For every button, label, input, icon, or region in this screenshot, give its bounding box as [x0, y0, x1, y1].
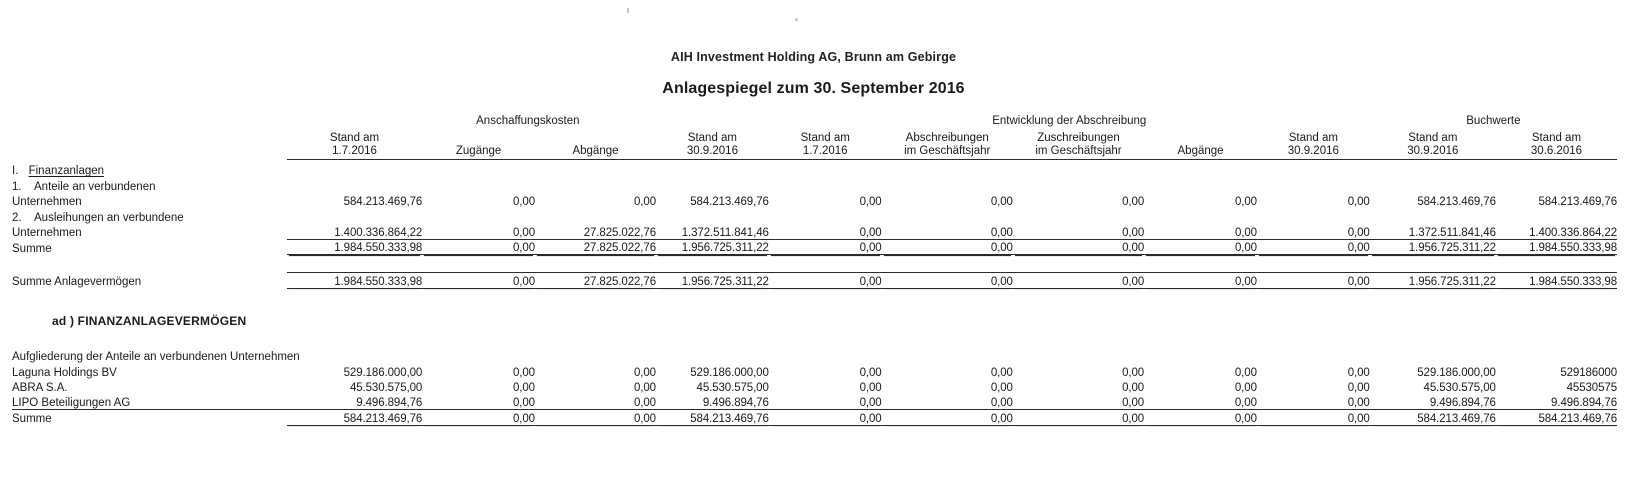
col-head-abs-abgaenge: Abgänge [1144, 127, 1257, 159]
cell-value: 0,00 [882, 224, 1013, 240]
cell-value: 27.825.022,76 [535, 239, 656, 255]
cell-value: 584.213.469,76 [690, 196, 769, 208]
column-group-header-row [12, 110, 1617, 127]
cell-value: 0,00 [1013, 273, 1144, 289]
cell-value: 0,00 [882, 239, 1013, 255]
cell-value: 27.825.022,76 [535, 224, 656, 240]
scan-speck [795, 18, 798, 21]
cell-value: 0,00 [1013, 394, 1144, 410]
cell-value: 45530575 [1566, 382, 1617, 394]
cell-value: 0,00 [769, 224, 882, 240]
col-head-abs-stand-1-7: Stand am 1.7.2016 [769, 127, 882, 159]
cell-value: 0,00 [769, 394, 882, 410]
cell-value: 45.530.575,00 [1423, 382, 1496, 394]
cell-value: 0,00 [1122, 366, 1145, 379]
cell-value: 0,00 [882, 394, 1013, 410]
col-head-ak-zugaenge: Zugänge [422, 127, 535, 159]
cell-value: 0,00 [1257, 273, 1370, 289]
table-row [12, 193, 1617, 209]
table-row [12, 208, 1617, 224]
section-heading-finanzanlagen: I. Finanzanlagen [12, 165, 105, 177]
item-2-label-line2: Unternehmen [12, 227, 82, 239]
cell-value: 584.213.469,76 [1496, 410, 1617, 426]
spacer-row [12, 255, 1617, 273]
cell-value: 1.956.725.311,22 [1370, 273, 1496, 289]
cell-value: 9.496.894,76 [1496, 394, 1617, 410]
cell-value: 0,00 [990, 196, 1013, 208]
cell-value: 1.400.336.864,22 [1496, 224, 1617, 240]
cell-value: 0,00 [1234, 366, 1257, 379]
col-head-ak-stand-30-9: Stand am 30.9.2016 [656, 127, 769, 159]
cell-value: 0,00 [859, 366, 882, 379]
detail-subheading: Aufgliederung der Anteile an verbundenen Unternehmen [12, 351, 300, 363]
cell-value: 584.213.469,76 [343, 196, 423, 208]
cell-value: 0,00 [859, 196, 882, 208]
scan-speck [627, 8, 629, 13]
cell-value: 0,00 [1347, 366, 1370, 379]
col-head-bw-stand-30-9: Stand am 30.9.2016 [1370, 127, 1496, 159]
detail-total-label: Summe [12, 413, 52, 425]
cell-value: 0,00 [882, 273, 1013, 289]
cell-value: 1.984.550.333,98 [1496, 273, 1617, 289]
cell-value: 0,00 [1257, 239, 1370, 255]
table-row [12, 379, 1617, 395]
detail-section-heading: ad ) FINANZANLAGEVERMÖGEN [52, 314, 247, 328]
cell-value: 0,00 [1347, 196, 1370, 208]
cell-value: 0,00 [1144, 224, 1257, 240]
table-row [12, 224, 1617, 240]
cell-value: 0,00 [422, 239, 535, 255]
cell-value: 9.496.894,76 [1370, 394, 1496, 410]
group-abschreibung: Entwicklung der Abschreibung [992, 115, 1147, 127]
section-heading-label: Finanzanlagen [28, 165, 105, 177]
cell-value: 1.956.725.311,22 [1370, 239, 1496, 255]
cell-value: 0,00 [422, 410, 535, 426]
cell-value: 1.372.511.841,46 [656, 224, 769, 240]
cell-value: 1.400.336.864,22 [287, 224, 422, 240]
cell-value: 0,00 [1122, 196, 1145, 208]
item-1-label-line1: 1. Anteile an verbundenen [12, 180, 156, 193]
grand-total-row [12, 273, 1617, 289]
cell-value: 529186000 [1560, 366, 1617, 379]
col-head-ak-abgaenge: Abgänge [535, 127, 656, 159]
cell-value: 0,00 [1234, 382, 1257, 394]
table-row [12, 363, 1617, 379]
cell-value: 0,00 [1347, 382, 1370, 394]
cell-value: 529.186.000,00 [343, 366, 423, 379]
cell-value: 584.213.469,76 [1538, 196, 1617, 208]
cell-value: 0,00 [882, 410, 1013, 426]
cell-value: 0,00 [1144, 410, 1257, 426]
cell-value: 0,00 [513, 382, 535, 394]
detail-total-row [12, 410, 1617, 426]
cell-value: 584.213.469,76 [1417, 196, 1496, 208]
cell-value: 1.956.725.311,22 [656, 239, 769, 255]
cell-value: 0,00 [634, 382, 656, 394]
section-heading-row [12, 159, 1617, 177]
main-asset-table [12, 110, 1617, 289]
col-head-abs-stand-30-9: Stand am 30.9.2016 [1257, 127, 1370, 159]
company-line: AIH Investment Holding AG, Brunn am Gebirge [670, 50, 957, 64]
subtotal-label: Summe [12, 242, 52, 255]
table-row [12, 177, 1617, 193]
table-row [12, 394, 1617, 410]
cell-value: 0,00 [769, 273, 882, 289]
cell-value: 9.496.894,76 [287, 394, 422, 410]
cell-value: 0,00 [535, 410, 656, 426]
cell-value: 0,00 [769, 239, 882, 255]
detail-row-label: ABRA S.A. [12, 382, 68, 394]
item-2-label-line1: 2. Ausleihungen an verbundene [12, 211, 184, 224]
cell-value: 0,00 [990, 366, 1013, 379]
col-head-bw-stand-30-6: Stand am 30.6.2016 [1496, 127, 1617, 159]
cell-value: 584.213.469,76 [656, 410, 769, 426]
cell-value: 0,00 [1234, 196, 1257, 208]
cell-value: 0,00 [1257, 410, 1370, 426]
cell-value: 0,00 [513, 366, 535, 379]
cell-value: 0,00 [513, 196, 535, 208]
cell-value: 0,00 [535, 394, 656, 410]
cell-value: 0,00 [1144, 239, 1257, 255]
cell-value: 0,00 [1122, 382, 1145, 394]
cell-value: 0,00 [769, 410, 882, 426]
cell-value: 0,00 [422, 394, 535, 410]
cell-value: 27.825.022,76 [535, 273, 656, 289]
cell-value: 1.984.550.333,98 [1496, 239, 1617, 255]
subtotal-row [12, 239, 1617, 255]
detail-breakdown-table [12, 344, 1617, 426]
cell-value: 1.984.550.333,98 [287, 273, 422, 289]
page-title: Anlagespiegel zum 30. September 2016 [662, 80, 965, 97]
cell-value: 9.496.894,76 [656, 394, 769, 410]
col-head-zuschreibungen: Zuschreibungen im Geschäftsjahr [1013, 127, 1144, 159]
col-head-abschreibungen: Abschreibungen im Geschäftsjahr [882, 127, 1013, 159]
cell-value: 45.530.575,00 [349, 382, 423, 394]
cell-value: 1.956.725.311,22 [656, 273, 769, 289]
cell-value: 584.213.469,76 [1370, 410, 1496, 426]
group-anschaffungskosten: Anschaffungskosten [476, 115, 580, 127]
cell-value: 0,00 [1257, 224, 1370, 240]
cell-value: 0,00 [422, 224, 535, 240]
cell-value: 0,00 [859, 382, 882, 394]
cell-value: 529.186.000,00 [1417, 366, 1496, 379]
detail-row-label: Laguna Holdings BV [12, 366, 117, 379]
item-1-label-line2: Unternehmen [12, 196, 82, 208]
cell-value: 0,00 [1013, 410, 1144, 426]
cell-value: 529.186.000,00 [690, 366, 769, 379]
detail-subheading-row [12, 344, 1617, 363]
cell-value: 0,00 [1013, 224, 1144, 240]
cell-value: 1.984.550.333,98 [287, 239, 422, 255]
cell-value: 0,00 [990, 382, 1013, 394]
cell-value: 0,00 [1144, 273, 1257, 289]
cell-value: 1.372.511.841,46 [1370, 224, 1496, 240]
column-header-row [12, 127, 1617, 159]
grand-total-label: Summe Anlagevermögen [12, 276, 142, 288]
cell-value: 0,00 [634, 196, 656, 208]
cell-value: 0,00 [1144, 394, 1257, 410]
cell-value: 0,00 [634, 366, 656, 379]
group-buchwerte: Buchwerte [1466, 115, 1521, 127]
cell-value: 584.213.469,76 [287, 410, 422, 426]
cell-value: 45.530.575,00 [696, 382, 769, 394]
col-head-ak-stand-1-7: Stand am 1.7.2016 [287, 127, 422, 159]
cell-value: 0,00 [1257, 394, 1370, 410]
detail-row-label: LIPO Beteiligungen AG [12, 394, 287, 410]
cell-value: 0,00 [1013, 239, 1144, 255]
cell-value: 0,00 [422, 273, 535, 289]
